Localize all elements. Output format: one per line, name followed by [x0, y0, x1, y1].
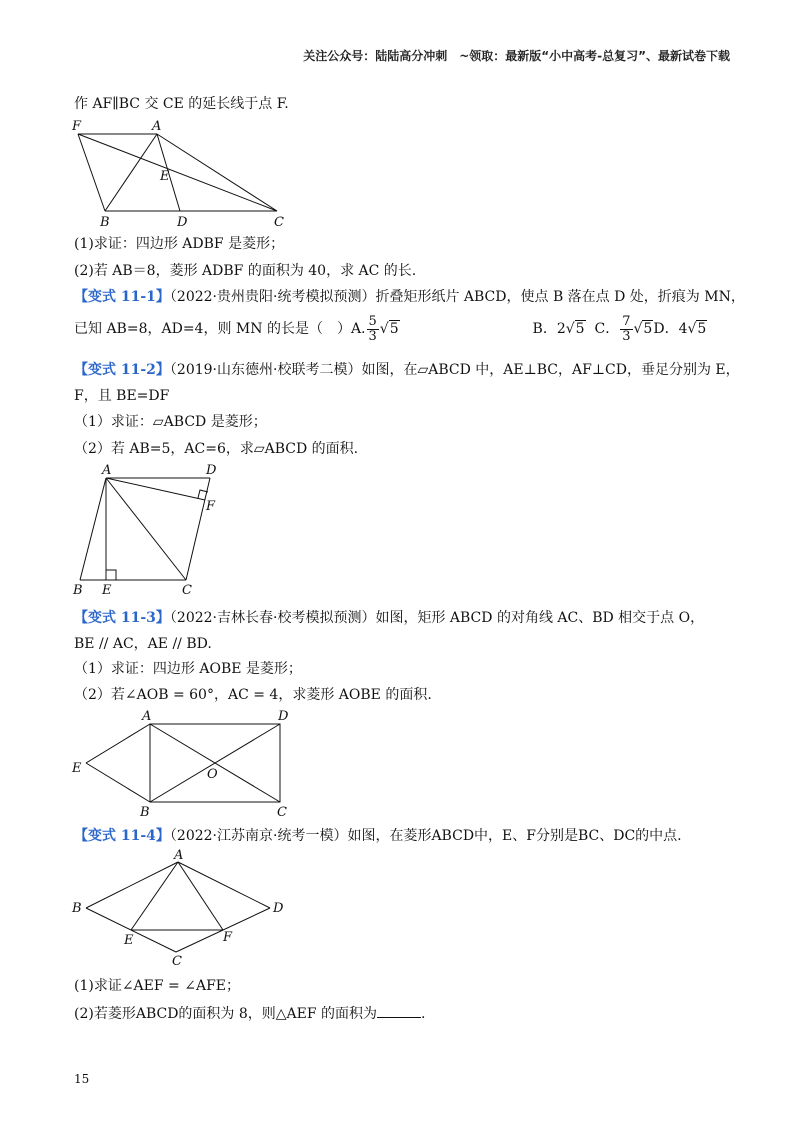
v4-text1: （2022·江苏南京·统考一模）如图，在菱形ABCD中，E、F分别是BC、DC的中点. [169, 828, 682, 844]
v1-text2: 已知 AB=8，AD=4，则 MN 的长是（ ）A. [74, 321, 366, 337]
fig2-label-E: E [102, 583, 112, 598]
q4-part2-text: (2)若菱形ABCD的面积为 8，则△AEF 的面积为 [74, 1006, 378, 1022]
fig3-label-D: D [278, 709, 289, 724]
fig2-label-A: A [102, 463, 112, 478]
fig3-label-B: B [140, 805, 150, 820]
v2-tag: 【变式 11-2】 [74, 362, 170, 378]
q4-part1: (1)求证∠AEF = ∠AFE； [74, 978, 241, 994]
q4-part2-suffix: . [421, 1006, 426, 1022]
v1-tag: 【变式 11-1】 [74, 289, 170, 305]
fig1-label-C: C [274, 215, 284, 230]
fig1-label-B: B [100, 215, 110, 230]
fig4-label-F: F [223, 930, 233, 945]
v1-line1 [74, 287, 745, 307]
fig4-label-A: A [174, 848, 184, 863]
v2-line2: F，且 BE=DF [74, 388, 170, 404]
v2-part2: （2）若 AB=5，AC=6，求▱ABCD 的面积. [74, 441, 359, 457]
v1-optA-num: 5 [368, 313, 377, 329]
v1-optC-rad: 5 [643, 321, 653, 337]
fig4-label-B: B [72, 901, 82, 916]
v4-tag: 【变式 11-4】 [74, 828, 170, 844]
fig3-label-O: O [207, 767, 218, 782]
v3-text1: （2022·吉林长春·校考模拟预测）如图，矩形 ABCD 的对角线 AC、BD 相交于点 O， [169, 610, 705, 626]
figure-2 [70, 462, 230, 600]
figure-4 [70, 848, 290, 969]
v2-line1 [74, 360, 740, 380]
v2-text1: （2019·山东德州·校联考二模）如图，在▱ABCD 中，AE⊥BC，AF⊥CD，垂足分别为 E， [169, 362, 740, 378]
q4-part2 [74, 1003, 426, 1024]
q1-part2: (2)若 AB＝8，菱形 ADBF 的面积为 40，求 AC 的长. [74, 263, 417, 279]
v2-part1: （1）求证：▱ABCD 是菱形； [74, 414, 267, 430]
fig2-label-F: F [206, 499, 216, 514]
v1-optB-rad: 5 [575, 321, 585, 337]
fig3-label-E: E [72, 761, 82, 776]
q1-part1: (1)求证：四边形 ADBF 是菱形； [74, 236, 285, 252]
v1-optD-rad: 5 [697, 321, 707, 337]
fig3-label-C: C [277, 805, 287, 820]
fig1-label-F: F [72, 119, 82, 134]
fig2-label-B: B [73, 583, 83, 598]
figure-3 [70, 708, 300, 822]
fig2-label-D: D [206, 463, 217, 478]
v1-optC-sqrt: √5 [633, 321, 653, 337]
intro-text: 作 AF∥BC 交 CE 的延长线于点 F. [74, 96, 289, 112]
fig1-label-A: A [152, 119, 162, 134]
fig1-label-D: D [177, 215, 188, 230]
fig4-label-E: E [124, 933, 134, 948]
v1-optD: D．4 [653, 321, 688, 337]
v3-part2: （2）若∠AOB = 60°，AC = 4，求菱形 AOBE 的面积. [74, 687, 432, 703]
v1-optB: B．2 [532, 321, 566, 337]
v1-optC: C． [594, 321, 620, 337]
v1-optC-den: 3 [622, 328, 631, 344]
v1-optA-sqrt: √5 [379, 321, 399, 337]
figure-1 [70, 118, 290, 228]
v1-text1: （2022·贵州贵阳·统考模拟预测）折叠矩形纸片 ABCD，使点 B 落在点 D 处，折痕为 MN， [169, 289, 745, 305]
v1-optD-sqrt: √5 [687, 321, 707, 337]
v3-tag: 【变式 11-3】 [74, 610, 170, 626]
fig3-label-A: A [142, 709, 152, 724]
v1-optB-sqrt: √5 [565, 321, 585, 337]
v3-line2: BE // AC，AE // BD. [74, 636, 212, 652]
v1-optC-fraction [620, 315, 632, 344]
page-header: 关注公众号：陆陆高分冲刺 ~领取：最新版“小中高考-总复习”、最新试卷下载 [303, 49, 730, 63]
v1-optA-rad: 5 [389, 321, 399, 337]
fig2-label-C: C [182, 583, 192, 598]
fig4-label-D: D [273, 901, 284, 916]
v3-part1: （1）求证：四边形 AOBE 是菱形； [74, 661, 302, 677]
v1-optA-fraction [367, 315, 379, 344]
v1-line2 [74, 314, 707, 344]
v3-line1 [74, 608, 704, 628]
page-number: 15 [74, 1072, 90, 1086]
v1-optC-num: 7 [622, 313, 631, 329]
v1-optA-den: 3 [368, 328, 377, 344]
answer-blank[interactable] [377, 1003, 421, 1018]
fig1-label-E: E [160, 169, 170, 184]
fig4-label-C: C [172, 954, 182, 969]
v4-line1 [74, 826, 682, 846]
